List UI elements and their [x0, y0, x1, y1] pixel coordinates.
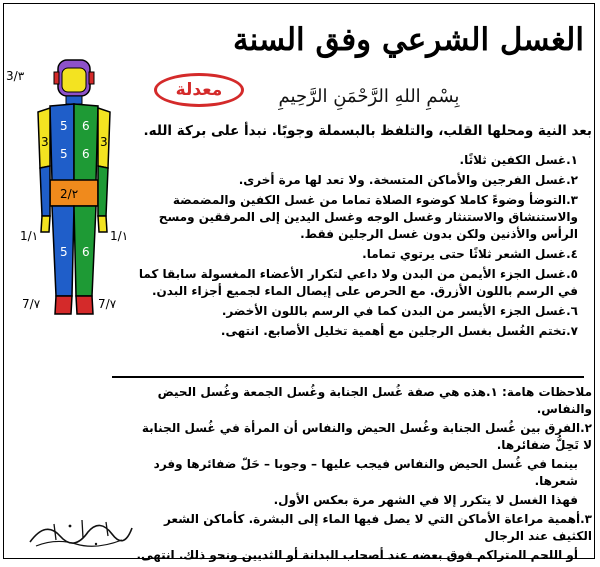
step-item: ١.غسل الكفين ثلاثًا.	[459, 153, 578, 167]
step-item: ٧.تختم الغُسل بغسل الرجلين مع أهمية تخليل الأصابع. انتهى.	[220, 324, 578, 338]
step-item: ٢.غسل الفرجين والأماكن المتسخة. ولا تعد لها مرة أخرى.	[238, 173, 578, 187]
label-left-hand: 1/١	[110, 229, 129, 243]
label-green-top: 6	[82, 119, 90, 133]
notes-line-1	[132, 384, 592, 418]
note-1: ١.هذه هي صفة غُسل الجنابة وغُسل الجمعة وغُسل الحيض والنفاس.	[157, 385, 592, 416]
step-item: ٦.غسل الجزء الأيسر من البدن كما في الرسم باللون الأخضر.	[221, 304, 578, 318]
torso-right-blue	[50, 104, 74, 181]
notes-section	[132, 384, 592, 566]
foot-right	[55, 296, 72, 314]
note-2a: ٢.الفرق بين غُسل الجنابة وغُسل الحيض والنفاس أن المرأة في غُسل الجنابة لا تَحِلُّ ضفائرها.	[141, 421, 592, 452]
basmala-text: بِسْمِ اللهِ الرَّحْمَنِ الرَّحِيمِ	[278, 86, 460, 107]
face-shape	[62, 68, 86, 92]
body-diagram	[4, 56, 134, 326]
step-item: ٣.التوضأ وضوءً كاملا كوضوء الصلاة تماما من غسل الكفين والمضمضة والاستنشاق والاستنثار وغسل الوجه وغسل اليدين إلى المرفقين ومسح الرأس والأذنين ولكن بدون غسل الرجلين فقط.	[158, 193, 578, 241]
intro-text: بعد النية ومحلها القلب، والتلفظ بالبسملة وجوبًا. نبدأ على بركة الله.	[143, 123, 592, 139]
hand-left	[98, 216, 107, 232]
ear-left	[54, 72, 59, 84]
label-right-hand: 1/١	[20, 229, 39, 243]
hand-right	[41, 216, 50, 232]
label-green-leg: 6	[82, 245, 90, 259]
forearm-right	[40, 166, 50, 216]
step-item: ٤.غسل الشعر ثلاثًا حتى يرتوي تماما.	[362, 247, 578, 261]
foot-left	[76, 296, 93, 314]
neck-shape	[66, 96, 82, 104]
section-divider	[112, 376, 584, 378]
steps-list	[132, 152, 578, 343]
label-arm-left: 3	[100, 135, 108, 149]
note-2b: بينما في غُسل الحيض والنفاس فيجب عليها – وجوبا – حَلّ ضفائرها وفرد شعرها.	[153, 457, 578, 488]
torso-left-green	[74, 104, 98, 181]
notes-heading: ملاحظات هامة:	[502, 385, 592, 399]
label-waist: 2/٢	[60, 187, 79, 201]
note-3b: أو اللحم المتراكم فوق بعضه عند أصحاب البدانة أو الثديين ونحو ذلك. انتهى.	[136, 548, 578, 562]
label-blue-leg: 5	[60, 245, 68, 259]
step-item: ٥.غسل الجزء الأيمن من البدن ولا داعي لتكرار الأعضاء المغسولة سابقا كما في الرسم باللون الأزرق. مع الحرص على إيصال الماء لجميع أجزاء البدن.	[138, 267, 578, 298]
label-right-foot: 7/٧	[22, 297, 41, 311]
status-badge: معدلة	[154, 73, 244, 107]
note-3a: ٣.أهمية مراعاة الأماكن التي لا يصل فيها الماء إلى البشرة. كأماكن الشعر الكثيف عند الرجال	[163, 512, 592, 543]
forearm-left	[98, 166, 108, 216]
label-blue-top: 5	[60, 119, 68, 133]
label-left-foot: 7/٧	[98, 297, 117, 311]
label-arm-right: 3	[41, 135, 49, 149]
page-title: الغسل الشرعي وفق السنة	[232, 22, 584, 58]
ear-right	[89, 72, 94, 84]
note-2c: فهذا الغسل لا يتكرر إلا في الشهر مرة بعكس الأول.	[273, 493, 578, 507]
label-blue-mid: 5	[60, 147, 68, 161]
signature-calligraphy	[26, 514, 136, 550]
label-head: 3/٣	[6, 69, 25, 83]
poster	[3, 3, 595, 562]
label-green-mid: 6	[82, 147, 90, 161]
